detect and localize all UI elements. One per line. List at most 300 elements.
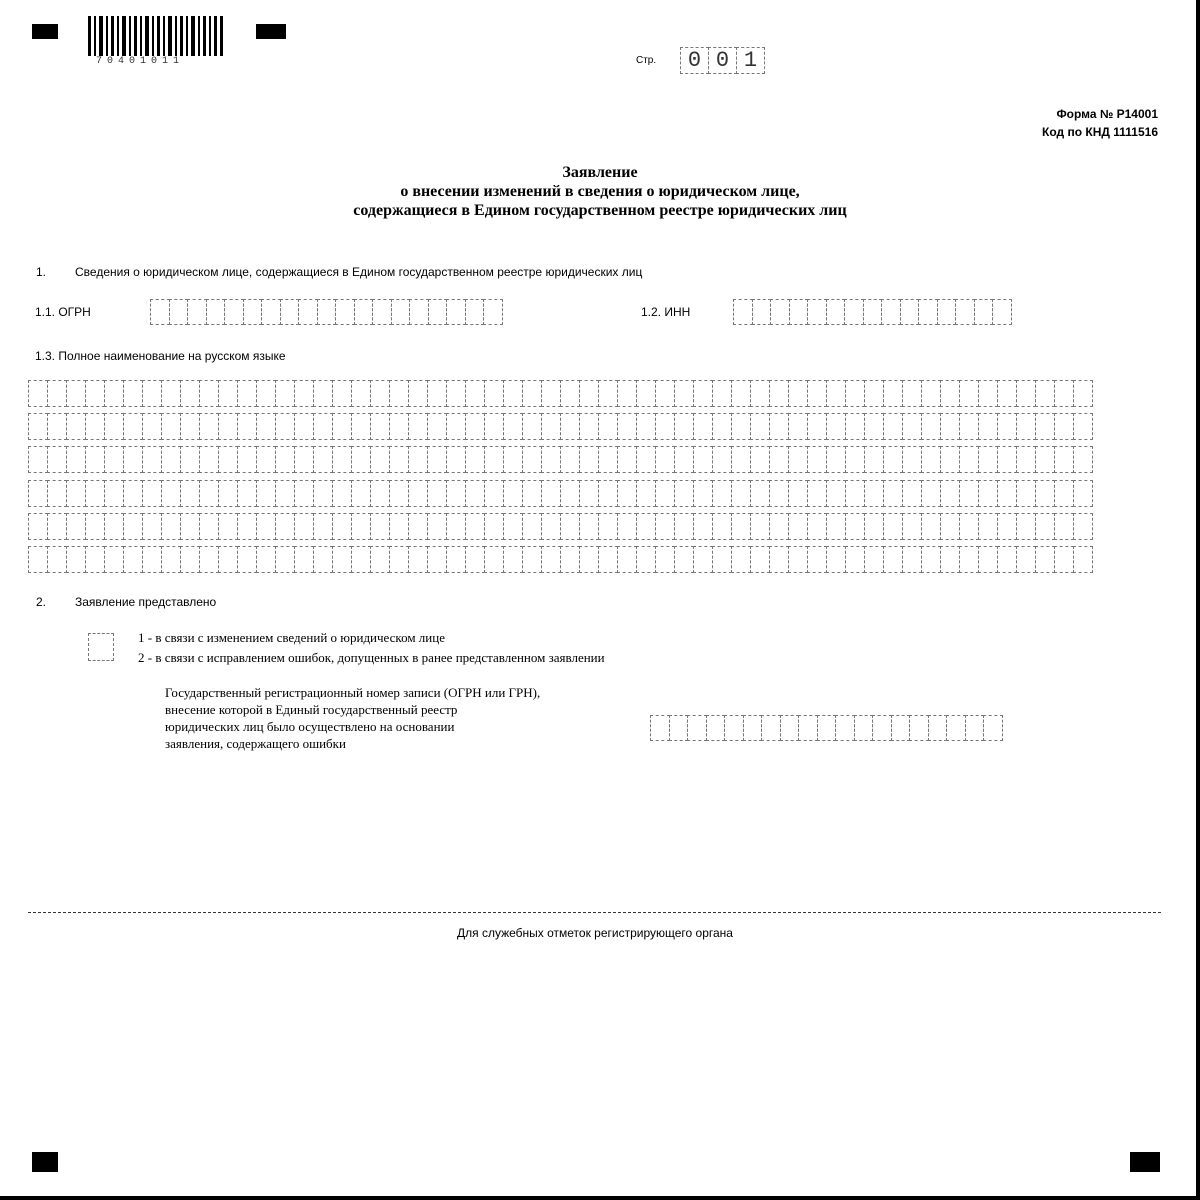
- full-name-cell[interactable]: [104, 480, 124, 507]
- full-name-cell[interactable]: [503, 380, 523, 407]
- full-name-cell[interactable]: [788, 413, 808, 440]
- full-name-cell[interactable]: [788, 446, 808, 473]
- full-name-cell[interactable]: [712, 480, 732, 507]
- full-name-cell[interactable]: [636, 380, 656, 407]
- full-name-row[interactable]: [28, 446, 1092, 473]
- full-name-cell[interactable]: [769, 480, 789, 507]
- full-name-cell[interactable]: [978, 480, 998, 507]
- full-name-cell[interactable]: [503, 446, 523, 473]
- inn-input[interactable]: [733, 299, 1011, 325]
- full-name-cell[interactable]: [940, 380, 960, 407]
- full-name-cell[interactable]: [579, 380, 599, 407]
- error-record-ogrn-input[interactable]: [650, 715, 1002, 741]
- full-name-cell[interactable]: [693, 513, 713, 540]
- full-name-cell[interactable]: [351, 513, 371, 540]
- full-name-cell[interactable]: [104, 546, 124, 573]
- full-name-cell[interactable]: [845, 480, 865, 507]
- full-name-cell[interactable]: [731, 446, 751, 473]
- full-name-cell[interactable]: [465, 513, 485, 540]
- full-name-cell[interactable]: [560, 513, 580, 540]
- full-name-cell[interactable]: [617, 546, 637, 573]
- full-name-cell[interactable]: [28, 446, 48, 473]
- full-name-cell[interactable]: [332, 546, 352, 573]
- full-name-cell[interactable]: [636, 513, 656, 540]
- full-name-cell[interactable]: [237, 513, 257, 540]
- full-name-cell[interactable]: [712, 380, 732, 407]
- full-name-cell[interactable]: [731, 480, 751, 507]
- full-name-cell[interactable]: [484, 413, 504, 440]
- full-name-cell[interactable]: [883, 480, 903, 507]
- full-name-cell[interactable]: [788, 546, 808, 573]
- full-name-cell[interactable]: [427, 446, 447, 473]
- full-name-cell[interactable]: [598, 546, 618, 573]
- full-name-cell[interactable]: [275, 480, 295, 507]
- full-name-cell[interactable]: [408, 413, 428, 440]
- full-name-cell[interactable]: [674, 546, 694, 573]
- full-name-cell[interactable]: [66, 480, 86, 507]
- full-name-cell[interactable]: [294, 513, 314, 540]
- full-name-cell[interactable]: [332, 513, 352, 540]
- full-name-cell[interactable]: [674, 513, 694, 540]
- full-name-cell[interactable]: [598, 413, 618, 440]
- full-name-cell[interactable]: [237, 480, 257, 507]
- full-name-cell[interactable]: [408, 446, 428, 473]
- full-name-cell[interactable]: [199, 480, 219, 507]
- full-name-cell[interactable]: [598, 513, 618, 540]
- full-name-cell[interactable]: [959, 513, 979, 540]
- full-name-cell[interactable]: [750, 413, 770, 440]
- full-name-cell[interactable]: [484, 480, 504, 507]
- full-name-cell[interactable]: [446, 480, 466, 507]
- full-name-cell[interactable]: [807, 513, 827, 540]
- full-name-cell[interactable]: [579, 413, 599, 440]
- full-name-cell[interactable]: [921, 380, 941, 407]
- full-name-cell[interactable]: [408, 480, 428, 507]
- full-name-cell[interactable]: [123, 380, 143, 407]
- full-name-cell[interactable]: [104, 513, 124, 540]
- full-name-cell[interactable]: [769, 513, 789, 540]
- full-name-cell[interactable]: [161, 546, 181, 573]
- full-name-cell[interactable]: [940, 480, 960, 507]
- full-name-cell[interactable]: [940, 513, 960, 540]
- full-name-cell[interactable]: [389, 380, 409, 407]
- full-name-cell[interactable]: [313, 446, 333, 473]
- full-name-cell[interactable]: [845, 380, 865, 407]
- full-name-cell[interactable]: [484, 546, 504, 573]
- full-name-cell[interactable]: [180, 480, 200, 507]
- full-name-cell[interactable]: [617, 513, 637, 540]
- full-name-cell[interactable]: [1073, 480, 1093, 507]
- full-name-cell[interactable]: [104, 413, 124, 440]
- full-name-cell[interactable]: [1035, 380, 1055, 407]
- full-name-cell[interactable]: [1054, 380, 1074, 407]
- full-name-cell[interactable]: [883, 546, 903, 573]
- full-name-cell[interactable]: [997, 513, 1017, 540]
- full-name-cell[interactable]: [1054, 413, 1074, 440]
- full-name-cell[interactable]: [408, 546, 428, 573]
- full-name-cell[interactable]: [294, 480, 314, 507]
- full-name-cell[interactable]: [655, 546, 675, 573]
- full-name-cell[interactable]: [541, 413, 561, 440]
- full-name-cell[interactable]: [180, 446, 200, 473]
- full-name-cell[interactable]: [636, 413, 656, 440]
- full-name-cell[interactable]: [199, 446, 219, 473]
- full-name-cell[interactable]: [237, 446, 257, 473]
- full-name-cell[interactable]: [560, 413, 580, 440]
- full-name-cell[interactable]: [1016, 380, 1036, 407]
- full-name-cell[interactable]: [674, 413, 694, 440]
- full-name-cell[interactable]: [446, 413, 466, 440]
- full-name-cell[interactable]: [522, 446, 542, 473]
- full-name-row[interactable]: [28, 546, 1092, 573]
- full-name-cell[interactable]: [712, 513, 732, 540]
- full-name-cell[interactable]: [807, 480, 827, 507]
- full-name-cell[interactable]: [503, 413, 523, 440]
- full-name-cell[interactable]: [465, 480, 485, 507]
- full-name-cell[interactable]: [332, 413, 352, 440]
- full-name-cell[interactable]: [807, 546, 827, 573]
- full-name-cell[interactable]: [161, 513, 181, 540]
- full-name-cell[interactable]: [465, 446, 485, 473]
- full-name-cell[interactable]: [541, 380, 561, 407]
- full-name-cell[interactable]: [807, 413, 827, 440]
- full-name-cell[interactable]: [978, 513, 998, 540]
- full-name-cell[interactable]: [902, 480, 922, 507]
- full-name-cell[interactable]: [313, 413, 333, 440]
- full-name-cell[interactable]: [47, 513, 67, 540]
- full-name-cell[interactable]: [180, 546, 200, 573]
- full-name-cell[interactable]: [902, 513, 922, 540]
- full-name-cell[interactable]: [484, 513, 504, 540]
- full-name-cell[interactable]: [864, 480, 884, 507]
- full-name-cell[interactable]: [275, 513, 295, 540]
- full-name-cell[interactable]: [1073, 513, 1093, 540]
- full-name-cell[interactable]: [123, 480, 143, 507]
- full-name-cell[interactable]: [1054, 546, 1074, 573]
- full-name-cell[interactable]: [902, 546, 922, 573]
- full-name-cell[interactable]: [85, 446, 105, 473]
- full-name-cell[interactable]: [807, 446, 827, 473]
- full-name-cell[interactable]: [997, 480, 1017, 507]
- full-name-cell[interactable]: [560, 546, 580, 573]
- full-name-cell[interactable]: [1073, 446, 1093, 473]
- full-name-cell[interactable]: [940, 413, 960, 440]
- full-name-cell[interactable]: [978, 413, 998, 440]
- full-name-cell[interactable]: [1073, 380, 1093, 407]
- full-name-cell[interactable]: [1016, 513, 1036, 540]
- full-name-cell[interactable]: [313, 513, 333, 540]
- full-name-cell[interactable]: [47, 446, 67, 473]
- full-name-cell[interactable]: [560, 446, 580, 473]
- full-name-cell[interactable]: [85, 513, 105, 540]
- full-name-cell[interactable]: [522, 513, 542, 540]
- full-name-cell[interactable]: [978, 446, 998, 473]
- full-name-cell[interactable]: [446, 446, 466, 473]
- full-name-cell[interactable]: [47, 480, 67, 507]
- full-name-cell[interactable]: [351, 446, 371, 473]
- full-name-cell[interactable]: [351, 413, 371, 440]
- full-name-cell[interactable]: [446, 380, 466, 407]
- full-name-cell[interactable]: [997, 413, 1017, 440]
- full-name-cell[interactable]: [693, 546, 713, 573]
- full-name-cell[interactable]: [902, 380, 922, 407]
- full-name-cell[interactable]: [332, 380, 352, 407]
- full-name-cell[interactable]: [427, 480, 447, 507]
- full-name-cell[interactable]: [769, 446, 789, 473]
- full-name-cell[interactable]: [465, 413, 485, 440]
- full-name-cell[interactable]: [123, 546, 143, 573]
- full-name-cell[interactable]: [731, 413, 751, 440]
- full-name-cell[interactable]: [313, 380, 333, 407]
- full-name-cell[interactable]: [1035, 413, 1055, 440]
- full-name-row[interactable]: [28, 480, 1092, 507]
- full-name-cell[interactable]: [826, 546, 846, 573]
- full-name-cell[interactable]: [503, 480, 523, 507]
- full-name-cell[interactable]: [579, 446, 599, 473]
- full-name-cell[interactable]: [788, 513, 808, 540]
- full-name-cell[interactable]: [978, 546, 998, 573]
- full-name-cell[interactable]: [1035, 446, 1055, 473]
- full-name-cell[interactable]: [712, 413, 732, 440]
- full-name-cell[interactable]: [503, 546, 523, 573]
- full-name-cell[interactable]: [655, 446, 675, 473]
- full-name-cell[interactable]: [750, 480, 770, 507]
- ogrn-input[interactable]: [150, 299, 502, 325]
- full-name-cell[interactable]: [579, 513, 599, 540]
- full-name-cell[interactable]: [921, 413, 941, 440]
- full-name-cell[interactable]: [1016, 546, 1036, 573]
- full-name-cell[interactable]: [123, 513, 143, 540]
- full-name-cell[interactable]: [142, 446, 162, 473]
- full-name-cell[interactable]: [712, 546, 732, 573]
- full-name-cell[interactable]: [370, 513, 390, 540]
- full-name-cell[interactable]: [1054, 480, 1074, 507]
- full-name-cell[interactable]: [845, 446, 865, 473]
- full-name-cell[interactable]: [332, 480, 352, 507]
- full-name-cell[interactable]: [883, 380, 903, 407]
- full-name-cell[interactable]: [47, 380, 67, 407]
- full-name-cell[interactable]: [142, 380, 162, 407]
- full-name-cell[interactable]: [275, 413, 295, 440]
- full-name-cell[interactable]: [826, 513, 846, 540]
- full-name-cell[interactable]: [85, 480, 105, 507]
- full-name-cell[interactable]: [465, 546, 485, 573]
- full-name-cell[interactable]: [408, 513, 428, 540]
- full-name-cell[interactable]: [731, 513, 751, 540]
- full-name-cell[interactable]: [959, 413, 979, 440]
- full-name-cell[interactable]: [522, 546, 542, 573]
- full-name-cell[interactable]: [351, 480, 371, 507]
- full-name-cell[interactable]: [826, 446, 846, 473]
- full-name-cell[interactable]: [921, 446, 941, 473]
- submission-reason-checkbox[interactable]: [88, 633, 114, 661]
- full-name-cell[interactable]: [446, 513, 466, 540]
- full-name-cell[interactable]: [1054, 446, 1074, 473]
- full-name-cell[interactable]: [427, 380, 447, 407]
- full-name-cell[interactable]: [902, 413, 922, 440]
- full-name-cell[interactable]: [883, 446, 903, 473]
- full-name-cell[interactable]: [674, 480, 694, 507]
- full-name-cell[interactable]: [294, 380, 314, 407]
- full-name-cell[interactable]: [142, 546, 162, 573]
- full-name-cell[interactable]: [712, 446, 732, 473]
- full-name-cell[interactable]: [807, 380, 827, 407]
- full-name-cell[interactable]: [997, 446, 1017, 473]
- full-name-cell[interactable]: [237, 380, 257, 407]
- full-name-cell[interactable]: [66, 413, 86, 440]
- full-name-cell[interactable]: [636, 480, 656, 507]
- full-name-cell[interactable]: [218, 380, 238, 407]
- full-name-cell[interactable]: [123, 413, 143, 440]
- full-name-cell[interactable]: [370, 446, 390, 473]
- full-name-cell[interactable]: [408, 380, 428, 407]
- full-name-cell[interactable]: [750, 380, 770, 407]
- full-name-cell[interactable]: [199, 546, 219, 573]
- full-name-cell[interactable]: [446, 546, 466, 573]
- full-name-cell[interactable]: [104, 446, 124, 473]
- full-name-cell[interactable]: [959, 380, 979, 407]
- full-name-cell[interactable]: [1016, 480, 1036, 507]
- full-name-cell[interactable]: [256, 513, 276, 540]
- full-name-cell[interactable]: [959, 546, 979, 573]
- full-name-cell[interactable]: [503, 513, 523, 540]
- full-name-cell[interactable]: [1073, 413, 1093, 440]
- full-name-cell[interactable]: [750, 546, 770, 573]
- full-name-cell[interactable]: [218, 546, 238, 573]
- full-name-cell[interactable]: [104, 380, 124, 407]
- full-name-cell[interactable]: [864, 413, 884, 440]
- full-name-cell[interactable]: [560, 380, 580, 407]
- full-name-cell[interactable]: [541, 480, 561, 507]
- full-name-cell[interactable]: [294, 413, 314, 440]
- full-name-cell[interactable]: [1054, 513, 1074, 540]
- full-name-cell[interactable]: [826, 413, 846, 440]
- full-name-cell[interactable]: [389, 546, 409, 573]
- full-name-cell[interactable]: [864, 380, 884, 407]
- full-name-cell[interactable]: [28, 546, 48, 573]
- full-name-cell[interactable]: [294, 546, 314, 573]
- full-name-cell[interactable]: [218, 513, 238, 540]
- full-name-cell[interactable]: [940, 446, 960, 473]
- full-name-cell[interactable]: [674, 380, 694, 407]
- full-name-cell[interactable]: [256, 546, 276, 573]
- full-name-cell[interactable]: [845, 413, 865, 440]
- full-name-cell[interactable]: [883, 513, 903, 540]
- full-name-cell[interactable]: [85, 546, 105, 573]
- full-name-cell[interactable]: [218, 413, 238, 440]
- full-name-cell[interactable]: [389, 513, 409, 540]
- full-name-cell[interactable]: [579, 480, 599, 507]
- full-name-cell[interactable]: [522, 480, 542, 507]
- full-name-cell[interactable]: [142, 480, 162, 507]
- full-name-cell[interactable]: [161, 480, 181, 507]
- full-name-cell[interactable]: [275, 380, 295, 407]
- full-name-cell[interactable]: [655, 513, 675, 540]
- full-name-cell[interactable]: [180, 413, 200, 440]
- full-name-cell[interactable]: [1073, 546, 1093, 573]
- full-name-cell[interactable]: [1016, 413, 1036, 440]
- full-name-cell[interactable]: [921, 513, 941, 540]
- full-name-cell[interactable]: [959, 480, 979, 507]
- full-name-cell[interactable]: [1035, 513, 1055, 540]
- full-name-cell[interactable]: [541, 446, 561, 473]
- full-name-cell[interactable]: [1016, 446, 1036, 473]
- full-name-cell[interactable]: [522, 380, 542, 407]
- full-name-cell[interactable]: [332, 446, 352, 473]
- full-name-cell[interactable]: [484, 380, 504, 407]
- full-name-cell[interactable]: [85, 380, 105, 407]
- full-name-cell[interactable]: [902, 446, 922, 473]
- full-name-cell[interactable]: [47, 546, 67, 573]
- full-name-cell[interactable]: [28, 480, 48, 507]
- full-name-cell[interactable]: [617, 413, 637, 440]
- full-name-cell[interactable]: [484, 446, 504, 473]
- full-name-cell[interactable]: [959, 446, 979, 473]
- full-name-cell[interactable]: [28, 413, 48, 440]
- full-name-cell[interactable]: [598, 480, 618, 507]
- full-name-cell[interactable]: [313, 480, 333, 507]
- full-name-cell[interactable]: [389, 480, 409, 507]
- full-name-cell[interactable]: [997, 546, 1017, 573]
- full-name-cell[interactable]: [845, 546, 865, 573]
- full-name-cell[interactable]: [28, 513, 48, 540]
- full-name-cell[interactable]: [769, 413, 789, 440]
- full-name-cell[interactable]: [560, 480, 580, 507]
- full-name-cell[interactable]: [674, 446, 694, 473]
- full-name-cell[interactable]: [731, 546, 751, 573]
- full-name-cell[interactable]: [123, 446, 143, 473]
- full-name-cell[interactable]: [940, 546, 960, 573]
- full-name-cell[interactable]: [693, 446, 713, 473]
- full-name-cell[interactable]: [598, 446, 618, 473]
- full-name-cell[interactable]: [769, 380, 789, 407]
- full-name-cell[interactable]: [769, 546, 789, 573]
- full-name-cell[interactable]: [921, 546, 941, 573]
- full-name-cell[interactable]: [427, 513, 447, 540]
- full-name-cell[interactable]: [142, 513, 162, 540]
- full-name-cell[interactable]: [617, 380, 637, 407]
- full-name-cell[interactable]: [731, 380, 751, 407]
- full-name-cell[interactable]: [218, 480, 238, 507]
- full-name-cell[interactable]: [66, 546, 86, 573]
- full-name-cell[interactable]: [522, 413, 542, 440]
- full-name-cell[interactable]: [256, 480, 276, 507]
- full-name-cell[interactable]: [161, 446, 181, 473]
- full-name-cell[interactable]: [617, 480, 637, 507]
- full-name-cell[interactable]: [1035, 546, 1055, 573]
- full-name-cell[interactable]: [294, 446, 314, 473]
- full-name-row[interactable]: [28, 513, 1092, 540]
- full-name-cell[interactable]: [750, 513, 770, 540]
- full-name-cell[interactable]: [579, 546, 599, 573]
- full-name-cell[interactable]: [199, 513, 219, 540]
- full-name-row[interactable]: [28, 380, 1092, 407]
- full-name-cell[interactable]: [161, 380, 181, 407]
- full-name-cell[interactable]: [788, 380, 808, 407]
- full-name-cell[interactable]: [47, 413, 67, 440]
- full-name-cell[interactable]: [237, 413, 257, 440]
- full-name-cell[interactable]: [351, 546, 371, 573]
- full-name-cell[interactable]: [180, 380, 200, 407]
- full-name-cell[interactable]: [199, 380, 219, 407]
- full-name-cell[interactable]: [864, 446, 884, 473]
- full-name-cell[interactable]: [541, 546, 561, 573]
- full-name-cell[interactable]: [826, 380, 846, 407]
- full-name-cell[interactable]: [370, 380, 390, 407]
- full-name-cell[interactable]: [28, 380, 48, 407]
- full-name-cell[interactable]: [750, 446, 770, 473]
- full-name-row[interactable]: [28, 413, 1092, 440]
